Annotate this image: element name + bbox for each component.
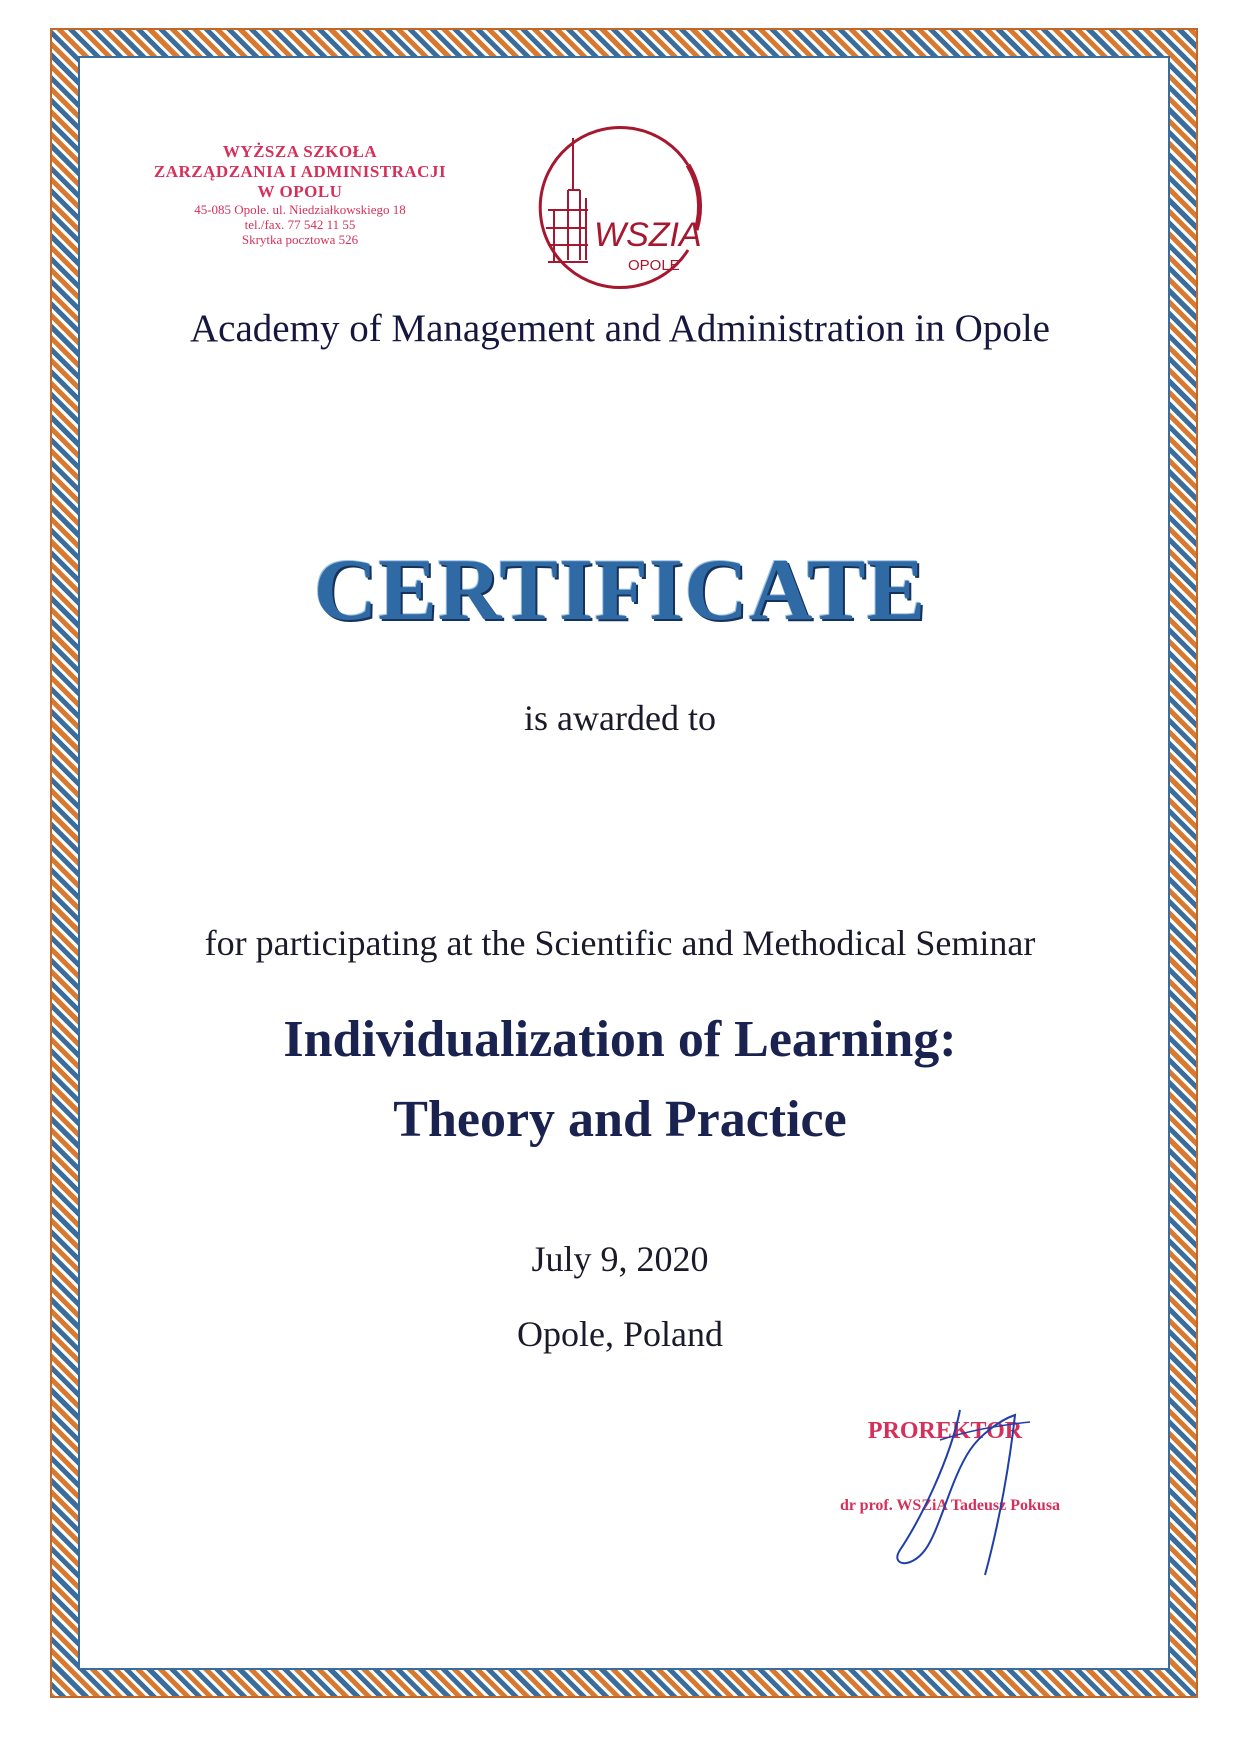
tower-icon [546,138,588,262]
institution-stamp [130,142,470,247]
stamp-line-2: ZARZĄDZANIA I ADMINISTRACJI [153,162,447,181]
logo-text: WSZIA [594,216,702,254]
academy-name: Academy of Management and Administration in Opole [190,307,1050,350]
awarded-text: is awarded to [524,698,716,738]
stamp-address: 45-085 Opole. ul. Niedziałkowskiego 18 [194,202,406,217]
participating-text: for participating at the Scientific and Methodical Seminar [204,923,1036,963]
seminar-title-line-2: Theory and Practice [393,1091,847,1148]
signatory-title: PROREKTOR [867,1418,1023,1444]
seminar-title [100,1000,1140,1160]
event-date: July 9, 2020 [531,1239,709,1279]
event-place: Opole, Poland [517,1314,723,1354]
stamp-postbox: Skrytka pocztowa 526 [241,232,359,247]
handwritten-signature [880,1400,1050,1580]
logo-subtext: OPOLE [628,257,680,274]
stamp-line-3: W OPOLU [257,182,343,201]
wszia-logo [528,110,718,300]
stamp-phone: tel./fax. 77 542 11 55 [244,217,356,232]
stamp-line-1: WYŻSZA SZKOŁA [222,142,378,161]
signatory-name: dr prof. WSZiA Tadeusz Pokusa [839,1497,1061,1514]
seminar-title-line-1: Individualization of Learning: [283,1011,957,1068]
certificate-title: CERTIFICATE [313,542,927,639]
